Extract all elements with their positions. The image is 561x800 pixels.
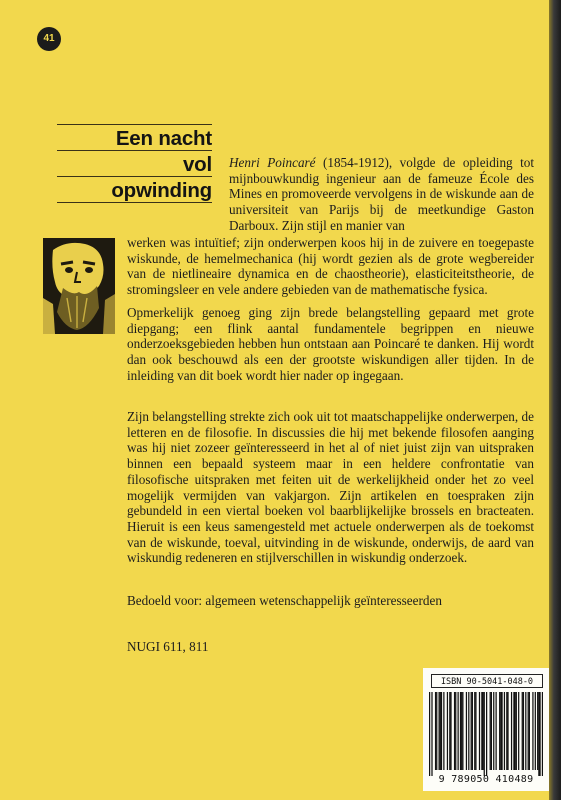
barcode-bar <box>528 692 529 770</box>
title-line-1: Een nacht <box>115 127 212 150</box>
barcode-bar <box>482 692 483 770</box>
barcode-bar <box>455 692 456 770</box>
audience-note: Bedoeld voor: algemeen wetenschappelijk geïnteresseerden <box>127 593 442 608</box>
author-portrait-image <box>43 238 115 334</box>
barcode-bar <box>515 692 516 770</box>
barcode-bar <box>501 692 502 770</box>
barcode-bar <box>516 692 517 770</box>
barcode-bar <box>518 692 519 770</box>
isbn-label: ISBN 90-5041-048-0 <box>431 674 543 688</box>
barcode-bar <box>513 692 514 770</box>
intro-paragraph <box>229 155 534 234</box>
barcode-bar <box>504 692 505 770</box>
barcode-bar <box>472 692 473 770</box>
body-paragraph-3: Zijn belangstelling strekte zich ook uit tot maatschappelijke onderwerpen, de letteren en de filosofie. In discussies die hij met bekende filosofen aanging was hij niet zozeer geïnteresseerd in het al of niet juist zijn van uitspraken binnen een bepaald systeem maar in een heldere confrontatie van filosofische uitspraken met feiten uit de werkelijkheid onder het zo veel mogelijk vermijden van vakjargon. Zijn artikelen en toespraken zijn gebundeld in een viertal boeken vol baarblijkelijke brossels en bracteaten. Hieruit is een keus samengesteld met actuele onderwerpen als de toekomst van de wiskunde, toeval, uitvinding in de wiskunde, onderwijs, de aard van wiskundig redeneren en stijlverschillen in wiskundig onderzoek. <box>127 409 534 566</box>
title-rule <box>57 202 212 203</box>
barcode-bar <box>450 692 451 770</box>
barcode-bar <box>435 692 436 770</box>
barcode-bar <box>462 692 463 770</box>
book-spine-edge <box>549 0 561 800</box>
barcode-digits: 9 789050 410489 <box>438 774 534 785</box>
barcode-bar <box>537 692 538 770</box>
barcode-bar <box>454 692 455 770</box>
nugi-code: NUGI 611, 811 <box>127 639 209 654</box>
barcode-bar <box>522 692 523 770</box>
barcode-bar <box>471 692 472 770</box>
barcode-bar <box>458 692 459 770</box>
barcode-bar <box>439 692 440 770</box>
barcode-bar <box>441 692 442 770</box>
barcode-bar <box>500 692 501 770</box>
barcode-bar <box>447 692 448 770</box>
intro-paragraph-continued: werken was intuïtief; zijn onderwerpen koos hij in de zuivere en toegepaste wiskunde, de hemelmechanica (hij wordt gezien als de grote wegbereider van de nietlineaire dynamica en de chaostheorie), elasticiteitstheorie, de stromingsleer en vele andere gebieden van de mathematische fysica. <box>127 235 534 298</box>
barcode-bar <box>532 692 533 770</box>
barcode-bar <box>461 692 462 770</box>
barcode-bar <box>474 692 475 770</box>
page-number-badge: 41 <box>37 27 61 51</box>
barcode-bar <box>529 692 530 770</box>
barcode-bar <box>449 692 450 770</box>
barcode-bar <box>443 692 444 770</box>
intro-paragraph-text: (1854-1912), volgde de opleiding tot mijnbouwkundig ingenieur aan de fameuze École des Mines en promoveerde vervolgens in de wiskunde aan de universiteit van Parijs bij de meetkundige Gaston Darboux. Zijn stijl en manier van <box>229 155 535 233</box>
barcode-bar <box>496 692 497 770</box>
portrait-illustration <box>43 238 115 334</box>
barcode-bars-image <box>429 692 543 776</box>
barcode-bar <box>525 692 526 770</box>
barcode-bar <box>539 692 540 776</box>
barcode-bar <box>481 692 482 770</box>
barcode-bar <box>490 692 491 770</box>
barcode-bar <box>493 692 494 770</box>
barcode-bar <box>538 692 539 776</box>
barcode-bar <box>484 692 485 776</box>
barcode-bar <box>429 692 430 776</box>
barcode-bar <box>511 692 512 770</box>
barcode-bar <box>431 692 432 776</box>
barcode-bar <box>506 692 507 770</box>
barcode-bar <box>475 692 476 770</box>
barcode-bar <box>491 692 492 770</box>
barcode-bar <box>499 692 500 770</box>
barcode-bar <box>535 692 536 770</box>
barcode-bar <box>486 692 487 776</box>
barcode-bar <box>466 692 467 770</box>
barcode-bar <box>460 692 461 770</box>
body-paragraph-2: Opmerkelijk genoeg ging zijn brede belangstelling gepaard met grote diepgang; een flink aantal fundamentele begrippen en nieuwe onderzoeksgebieden hebben hun ontstaan aan Poincaré te danken. Hij wordt dan ook beschouwd als een der grootste wiskundigen aller tijden. In de inleiding van dit boek wordt hier nader op ingegaan. <box>127 305 534 383</box>
barcode-bar <box>542 692 543 776</box>
barcode-bar <box>436 692 437 770</box>
title-line-2: vol <box>182 153 212 176</box>
isbn-barcode <box>423 668 549 791</box>
barcode-bar <box>523 692 524 770</box>
title-line-3: opwinding <box>111 179 212 202</box>
barcode-bar <box>507 692 508 770</box>
barcode-bar <box>440 692 441 770</box>
book-title <box>57 124 212 203</box>
barcode-bar <box>468 692 469 770</box>
author-name: Henri Poincaré <box>229 155 316 170</box>
barcode-bar <box>479 692 480 770</box>
